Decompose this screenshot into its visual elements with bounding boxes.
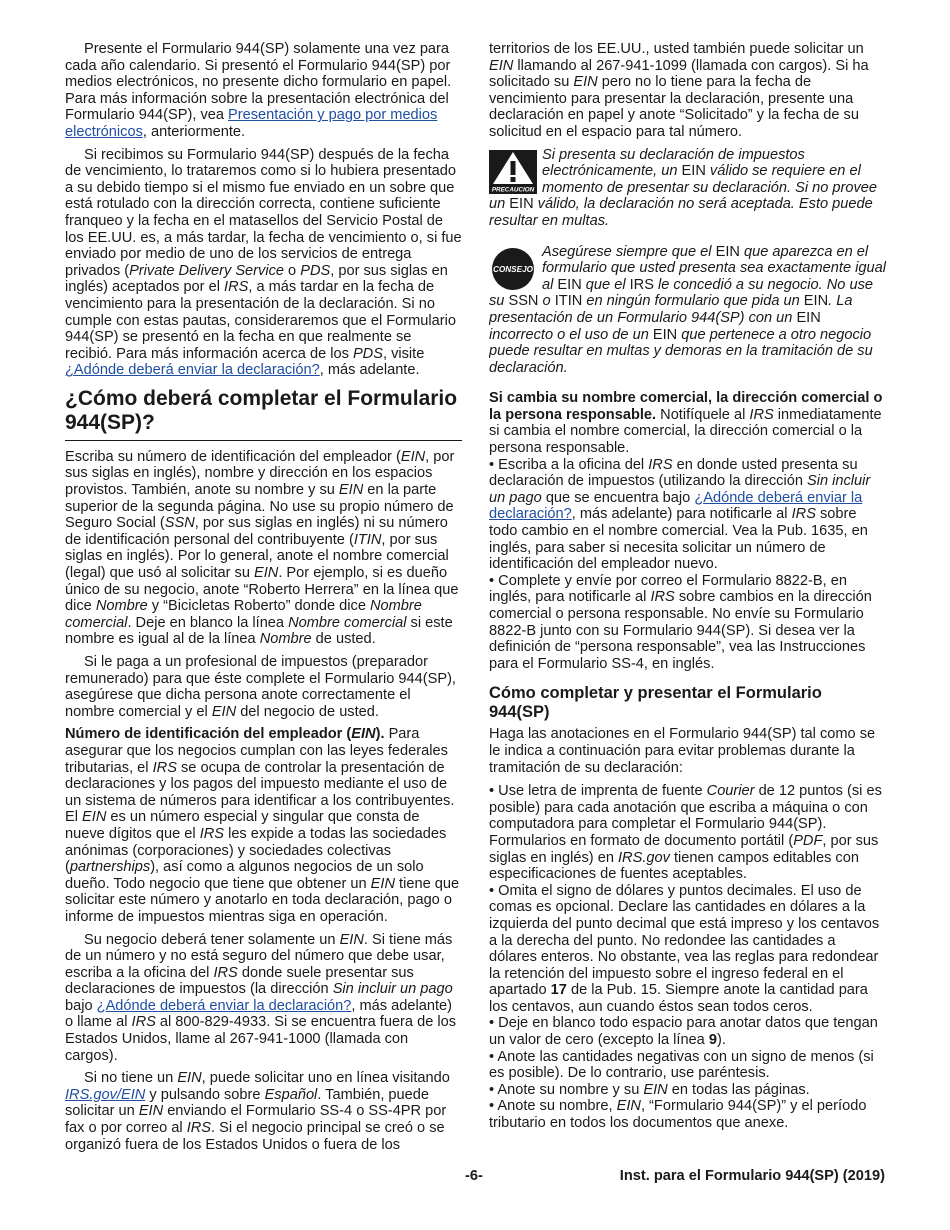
paragraph: Haga las anotaciones en el Formulario 944(SP) tal como se le indica a continuación para evitar problemas durante la tramitación de su declaración:: [489, 726, 876, 776]
paragraph: territorios de los EE.UU., usted también puede solicitar un EIN llamando al 267-941-1099 (llamada con cargos). Si ha solicitado su EIN pero no lo tiene para la fecha de vencimiento para presentar la declaración, presente una declaración en papel y anote “Solicitado” y la fecha de su solicitud en el espacio para tal número.: [489, 41, 869, 140]
link-where-to-send[interactable]: ¿Adónde deberá enviar la declaración?: [96, 997, 352, 1014]
caution-notice: PRECAUCION Si presenta su declaración de impuestos electrónicamente, un EIN válido se requiere en el momento de presentar su declaración. Si no provee un EIN válido, la declaración no será aceptada. Esto puede resultar en multas.: [489, 146, 878, 229]
list-item: • Anote las cantidades negativas con un signo de menos (si es posible). De lo contrario, use paréntesis.: [489, 1048, 874, 1082]
link-where-to-send[interactable]: ¿Adónde deberá enviar la declaración?: [65, 362, 320, 379]
paragraph: Presente el Formulario 944(SP) solamente una vez para cada año calendario. Si presentó el Formulario 944(SP) por medios electrónicos, no presente dicho formulario en papel. Para más información sobre la presentación electrónica del Formulario 944(SP), vea Presentación y pago por medios electrónicos, anteriormente.: [65, 41, 452, 140]
right-column: [489, 41, 886, 1132]
paragraph: Su negocio deberá tener solamente un EIN. Si tiene más de un número y no está seguro del número que debe usar, escriba a la oficina del IRS donde suele presentar sus declaraciones de impuestos (la dirección Sin incluir un pago bajo ¿Adónde deberá enviar la declaración?, más adelante) o llame al IRS al 800-829-4933. Si se encuentra fuera de los Estados Unidos, llame al 267-941-1000 (llamada con cargos).: [65, 931, 457, 1064]
list-item: • Complete y envíe por correo el Formulario 8822-B, en inglés, para notificarle al IRS sobre cambios en la dirección comercial o persona responsable. No envíe su Formulario 8822-B junto con su Formulario 944(SP). Si desea ver la definición de “persona responsable”, vea las Instrucciones para el Formulario SS-4, en inglés.: [489, 572, 872, 672]
paragraph: Si le paga a un profesional de impuestos (preparador remunerado) para que éste complete el Formulario 944(SP), asegúrese que dicha persona anote correctamente el nombre comercial y el EIN del negocio de usted.: [65, 654, 456, 720]
link-where-to-send[interactable]: ¿Adónde deberá enviar la declaración?: [489, 489, 863, 523]
list-item: • Deje en blanco todo espacio para anotar datos que tengan un valor de cero (excepto la línea 9).: [489, 1015, 878, 1049]
list-item: • Anote su nombre y su EIN en todas las páginas.: [489, 1081, 810, 1098]
tip-notice: CONSEJO Asegúrese siempre que el EIN que aparezca en el formulario que usted presenta sea exactamente igual al EIN que el IRS le concedió a su negocio. No use su SSN o ITIN en ningún formulario que pida un EIN. La presentación de un Formulario 944(SP) con un EIN incorrecto o el uso de un EIN que pertenece a otro negocio puede resultar en multas y demoras en la tramitación de su declaración.: [489, 243, 886, 376]
paragraph: Si cambia su nombre comercial, la dirección comercial o la persona responsable. Notifíquele al IRS inmediatamente si cambia el nombre comercial, la dirección comercial o la persona responsable.: [489, 390, 883, 457]
link-electronic-filing[interactable]: Presentación y pago por medios electrónicos: [65, 107, 438, 140]
left-column: [65, 41, 462, 1159]
paragraph: Escriba su número de identificación del empleador (EIN, por sus siglas en inglés), nombre y dirección en los espacios provistos. También, anote su nombre y su EIN en la parte superior de la segunda página. No use su propio número de Seguro Social (SSN, por sus siglas en inglés) ni su número de identificación personal del contribuyente (ITIN, por sus siglas en inglés). Por lo general, anote el nombre comercial (legal) que usó al solicitar su EIN. Por ejemplo, si es dueño único de su negocio, anote “Roberto Herrera” en la línea que dice Nombre y “Bicicletas Roberto” donde dice Nombre comercial. Deje en blanco la línea Nombre comercial si este nombre es igual al de la línea Nombre de usted.: [65, 448, 459, 648]
section-heading: ¿Cómo deberá completar el Formulario 944(SP)?: [65, 387, 462, 441]
link-irs-ein[interactable]: IRS.gov/EIN: [65, 1086, 146, 1103]
list-item: • Use letra de imprenta de fuente Courier de 12 puntos (si es posible) para cada anotación que escriba a máquina o con computadora para completar el Formulario 944(SP). Formularios en formato de documento portátil (PDF, por sus siglas en inglés) en IRS.gov tienen campos editables con especificaciones de fuentes aceptables.: [489, 783, 882, 883]
paragraph: Si no tiene un EIN, puede solicitar uno en línea visitando IRS.gov/EIN y pulsando sobre Español. También, puede solicitar un EIN enviando el Formulario SS-4 o SS-4PR por fax o por correo al IRS. Si el negocio principal se creó o se organizó fuera de los Estados Unidos o fuera de los: [65, 1070, 450, 1153]
subsection-heading: Cómo completar y presentar el Formulario 944(SP): [489, 684, 822, 722]
tip-icon: [489, 247, 537, 291]
page-number: -6-: [465, 1168, 483, 1184]
caution-icon: [489, 150, 537, 194]
list-item: • Omita el signo de dólares y puntos decimales. El uso de comas es opcional. Declare las cantidades en dólares a la izquierda del punto decimal que está impreso y los centavos a la derecha del punto. No redondee las cantidades a dólares enteros. No obstante, vea las reglas para redondear la retención del impuesto sobre el ingreso federal en el apartado 17 de la Pub. 15. Siempre anote la cantidad para los centavos, aun cuando éstos sean todos ceros.: [489, 882, 880, 1015]
list-item: • Anote su nombre, EIN, “Formulario 944(SP)” y el período tributario en todos los documentos que anexe.: [489, 1098, 867, 1132]
tip-label: CONSEJO: [492, 264, 534, 274]
paragraph: Número de identificación del empleador (EIN). Para asegurar que los negocios cumplan con las leyes federales tributarias, el IRS se ocupa de controlar la presentación de declaraciones y los pagos del impuesto mediante el uso de un sistema de números para identificar a los contribuyentes. El EIN es un número especial y singular que consta de nueve dígitos que el IRS les expide a todas las sociedades anónimas (corporaciones) y sociedades colectivas (partnerships), así como a algunos negocios de un solo dueño. Todo negocio que tiene que obtener un EIN tiene que solicitar este número y anotarlo en toda declaración, pago o informe de impuestos mientras siga en operación.: [65, 726, 460, 925]
list-item: • Escriba a la oficina del IRS en donde usted presenta su declaración de impuestos (utilizando la dirección Sin incluir un pago que se encuentra bajo ¿Adónde deberá enviar la declaración?, más adelante) para notificarle al IRS sobre todo cambio en el nombre comercial. Vea la Pub. 1635, en inglés, para saber si necesita solicitar un número de identificación del empleador nuevo.: [489, 456, 871, 573]
caution-label: PRECAUCION: [491, 186, 535, 194]
footer-title: Inst. para el Formulario 944(SP) (2019): [619, 1168, 885, 1184]
paragraph: Si recibimos su Formulario 944(SP) después de la fecha de vencimiento, lo trataremos como si lo hubiera presentado a su debido tiempo si el mismo fue enviado en un sobre que está rotulado con la dirección correcta, contiene suficiente franqueo y la fecha en el matasellos del Servicio Postal de los EE.UU. es, a más tardar, la fecha de vencimiento o, si fue enviado por medio de uno de los servicios de entrega privados (Private Delivery Service o PDS, por sus siglas en inglés) aceptados por el IRS, a más tardar en la fecha de vencimiento para la presentación de la declaración. Si no cumple con estas pautas, consideraremos que el Formulario 944(SP) se presentó en la fecha en que realmente se recibió. Para más información acerca de los PDS, visite ¿Adónde deberá enviar la declaración?, más adelante.: [65, 146, 462, 379]
